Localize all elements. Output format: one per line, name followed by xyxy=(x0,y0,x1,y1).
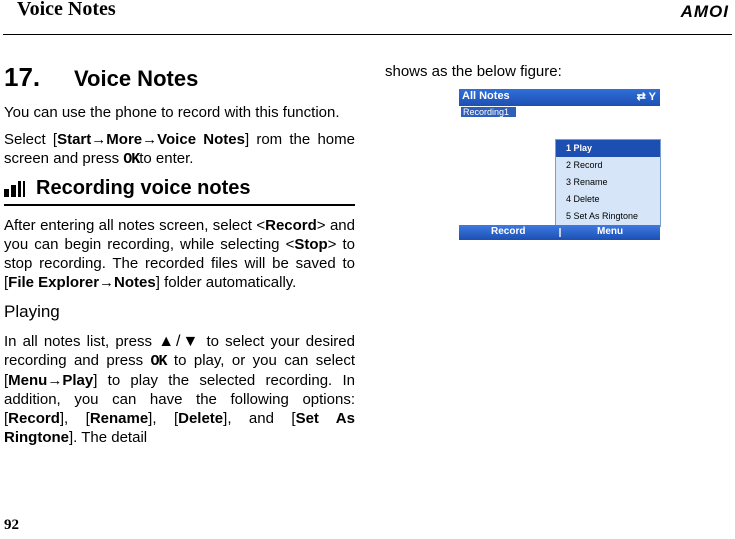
brand-logo: AMOI xyxy=(680,2,729,21)
softkey-separator xyxy=(559,228,561,237)
menu-softkey: Menu xyxy=(597,226,624,237)
phone-screenshot-figure xyxy=(459,89,660,241)
figure-intro-text: shows as the below figure: xyxy=(385,63,562,80)
bar-heading-icon xyxy=(4,181,28,197)
up-down-arrow-icon: ▲/▼ xyxy=(158,333,201,350)
section-title: Recording voice notes xyxy=(36,177,251,199)
play-paragraph: In all notes list, press ▲/▼ to select your desired recording and press OK to play, or you can select [Menu→Play] to play the selected recording. In addition, you can have the following options: [Record], [Rename], [Delete], and [Set As Ringtone]. The detail xyxy=(4,333,355,446)
menu-item-set-ringtone: 5 Set As Ringtone xyxy=(566,211,639,221)
chapter-number: 17. xyxy=(4,62,41,92)
menu-item-delete: 4 Delete xyxy=(566,194,600,204)
menu-item-record: 2 Record xyxy=(566,160,603,170)
ok-key-icon: OK xyxy=(123,151,140,168)
select-paragraph: Select [Start→More→Voice Notes] rom the home screen and press OKto enter. xyxy=(4,131,355,168)
section-heading xyxy=(4,177,355,206)
figure-title: All Notes xyxy=(462,90,510,102)
intro-paragraph: You can use the phone to record with this function. xyxy=(4,104,340,121)
record-paragraph: After entering all notes screen, select <Record> and you can begin recording, while selecting <Stop> to stop recording. The recorded files will be saved to [File Explorer→Notes] folder automatically. xyxy=(4,217,356,291)
softkey-bar xyxy=(459,225,660,240)
record-softkey: Record xyxy=(491,226,526,237)
recording-list-item: Recording1 xyxy=(461,107,516,117)
left-column xyxy=(4,62,355,447)
figure-titlebar xyxy=(459,89,660,106)
menu-item-play: 1 Play xyxy=(556,140,660,157)
header-divider xyxy=(3,34,732,35)
header-title: Voice Notes xyxy=(17,0,116,20)
menu-item-rename: 3 Rename xyxy=(566,177,608,187)
page-header xyxy=(0,0,735,36)
ok-key-icon: OK xyxy=(150,353,167,370)
chapter-title: Voice Notes xyxy=(74,66,199,91)
options-menu xyxy=(555,139,661,227)
playing-heading: Playing xyxy=(4,302,60,321)
right-column xyxy=(385,62,730,81)
signal-status-icon: ⇄ Y xyxy=(636,91,656,103)
page-number: 92 xyxy=(4,517,19,533)
chapter-heading xyxy=(4,62,355,93)
